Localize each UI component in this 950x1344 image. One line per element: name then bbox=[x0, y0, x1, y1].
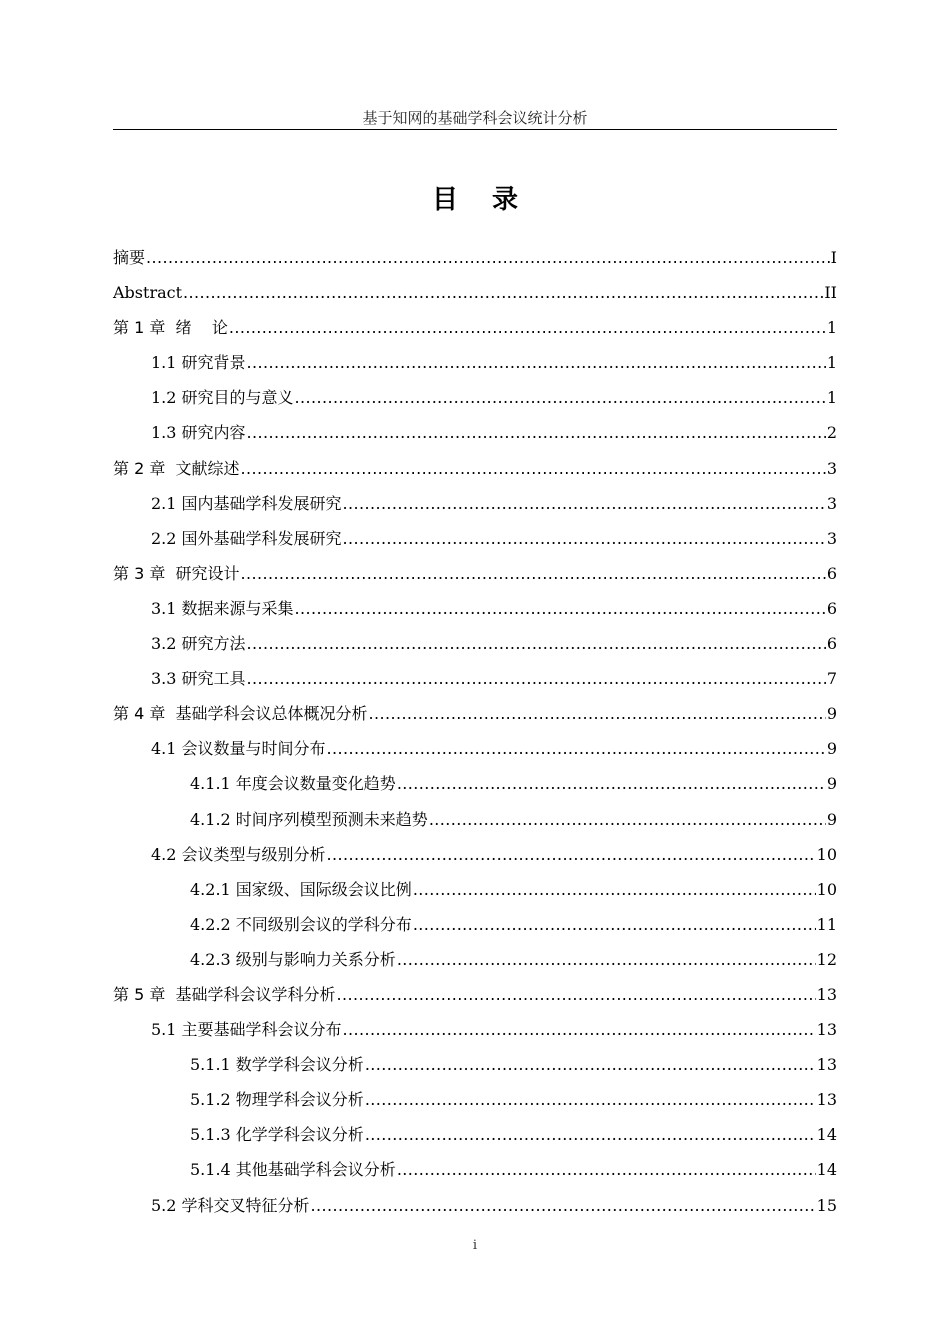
toc-dot-leader bbox=[365, 1047, 816, 1082]
toc-entry-label: 1.2 研究目的与意义 bbox=[151, 388, 294, 408]
toc-entry-section-4-2-1[interactable] bbox=[113, 872, 837, 907]
toc-page-number: 6 bbox=[826, 598, 837, 618]
toc-entry-section-5-2[interactable] bbox=[113, 1188, 837, 1223]
toc-entry-label: 4.2.1 国家级、国际级会议比例 bbox=[190, 879, 412, 899]
toc-entry-label: 1.3 研究内容 bbox=[151, 423, 246, 443]
toc-dot-leader bbox=[429, 802, 826, 837]
toc-entry-chapter-5[interactable] bbox=[113, 977, 837, 1012]
toc-entry-label: 2.2 国外基础学科发展研究 bbox=[151, 528, 342, 548]
toc-entry-abstract-cn[interactable] bbox=[113, 240, 837, 275]
toc-page-number: 12 bbox=[816, 949, 837, 969]
toc-page-number: 15 bbox=[816, 1195, 837, 1215]
toc-entry-label: 2.1 国内基础学科发展研究 bbox=[151, 493, 342, 513]
toc-dot-leader bbox=[327, 837, 816, 872]
toc-entry-label: 5.1.1 数学学科会议分析 bbox=[190, 1055, 364, 1075]
toc-dot-leader bbox=[413, 907, 816, 942]
toc-entry-label: 第 2 章 文献综述 bbox=[113, 458, 240, 478]
toc-page-number: 9 bbox=[826, 739, 837, 759]
toc-entry-chapter-2[interactable] bbox=[113, 451, 837, 486]
table-of-contents bbox=[113, 240, 837, 1223]
toc-entry-section-4-2-3[interactable] bbox=[113, 942, 837, 977]
toc-page-number: 6 bbox=[826, 563, 837, 583]
toc-dot-leader bbox=[343, 521, 826, 556]
toc-entry-section-2-1[interactable] bbox=[113, 486, 837, 521]
toc-dot-leader bbox=[343, 486, 826, 521]
toc-dot-leader bbox=[365, 1117, 816, 1152]
toc-entry-label: 5.1 主要基础学科会议分布 bbox=[151, 1020, 342, 1040]
toc-entry-section-4-1[interactable] bbox=[113, 731, 837, 766]
toc-entry-section-5-1-4[interactable] bbox=[113, 1152, 837, 1187]
toc-page-number: 13 bbox=[816, 1090, 837, 1110]
toc-entry-chapter-3[interactable] bbox=[113, 556, 837, 591]
toc-dot-leader bbox=[397, 766, 826, 801]
toc-entry-section-5-1-1[interactable] bbox=[113, 1047, 837, 1082]
toc-entry-abstract-en[interactable] bbox=[113, 275, 837, 310]
toc-entry-section-4-2-2[interactable] bbox=[113, 907, 837, 942]
toc-page-number: 7 bbox=[826, 669, 837, 689]
toc-page-number: 9 bbox=[826, 704, 837, 724]
toc-page-number: 14 bbox=[816, 1160, 837, 1180]
toc-entry-section-4-1-1[interactable] bbox=[113, 766, 837, 801]
toc-entry-label: 5.2 学科交叉特征分析 bbox=[151, 1195, 310, 1215]
toc-dot-leader bbox=[295, 380, 826, 415]
toc-entry-label: 4.1 会议数量与时间分布 bbox=[151, 739, 326, 759]
toc-entry-section-5-1[interactable] bbox=[113, 1012, 837, 1047]
toc-page-number: 3 bbox=[826, 493, 837, 513]
toc-dot-leader bbox=[343, 1012, 816, 1047]
page-footer-number: i bbox=[472, 1238, 478, 1253]
toc-dot-leader bbox=[247, 415, 826, 450]
toc-page-number: 13 bbox=[816, 1020, 837, 1040]
toc-page-number: 1 bbox=[826, 353, 837, 373]
toc-entry-section-5-1-2[interactable] bbox=[113, 1082, 837, 1117]
toc-entry-label: 4.1.2 时间序列模型预测未来趋势 bbox=[190, 809, 428, 829]
toc-entry-section-3-1[interactable] bbox=[113, 591, 837, 626]
toc-dot-leader bbox=[327, 731, 826, 766]
toc-entry-section-3-3[interactable] bbox=[113, 661, 837, 696]
toc-page-number: 9 bbox=[826, 809, 837, 829]
toc-page-number: 11 bbox=[816, 914, 837, 934]
toc-page-number: 14 bbox=[816, 1125, 837, 1145]
toc-page-number: 3 bbox=[826, 458, 837, 478]
toc-entry-label: 3.1 数据来源与采集 bbox=[151, 598, 294, 618]
toc-page-number: 10 bbox=[816, 844, 837, 864]
toc-entry-label: 第 3 章 研究设计 bbox=[113, 563, 240, 583]
toc-page-number: 3 bbox=[826, 528, 837, 548]
running-header: 基于知网的基础学科会议统计分析 bbox=[113, 107, 837, 130]
toc-page-number: 2 bbox=[826, 423, 837, 443]
toc-page-number: 13 bbox=[816, 1055, 837, 1075]
toc-entry-section-4-2[interactable] bbox=[113, 837, 837, 872]
toc-entry-section-4-1-2[interactable] bbox=[113, 802, 837, 837]
toc-page-number: 9 bbox=[826, 774, 837, 794]
toc-entry-label: 第 5 章 基础学科会议学科分析 bbox=[113, 984, 336, 1004]
toc-entry-chapter-1[interactable] bbox=[113, 310, 837, 345]
toc-dot-leader bbox=[365, 1082, 816, 1117]
toc-dot-leader bbox=[247, 626, 826, 661]
toc-dot-leader bbox=[247, 345, 826, 380]
toc-page-number: 13 bbox=[816, 984, 837, 1004]
toc-dot-leader bbox=[241, 556, 826, 591]
toc-entry-label: 5.1.4 其他基础学科会议分析 bbox=[190, 1160, 396, 1180]
toc-dot-leader bbox=[311, 1188, 816, 1223]
toc-entry-label: 5.1.3 化学学科会议分析 bbox=[190, 1125, 364, 1145]
toc-dot-leader bbox=[241, 451, 826, 486]
toc-entry-section-1-2[interactable] bbox=[113, 380, 837, 415]
toc-entry-label: 1.1 研究背景 bbox=[151, 353, 246, 373]
toc-entry-label: 4.2.3 级别与影响力关系分析 bbox=[190, 949, 396, 969]
toc-dot-leader bbox=[295, 591, 826, 626]
toc-entry-chapter-4[interactable] bbox=[113, 696, 837, 731]
toc-page-number: 6 bbox=[826, 634, 837, 654]
toc-entry-label: 3.2 研究方法 bbox=[151, 634, 246, 654]
toc-entry-section-1-3[interactable] bbox=[113, 415, 837, 450]
toc-page-number: 10 bbox=[816, 879, 837, 899]
toc-dot-leader bbox=[183, 275, 823, 310]
toc-dot-leader bbox=[397, 1152, 816, 1187]
toc-entry-label: 4.1.1 年度会议数量变化趋势 bbox=[190, 774, 396, 794]
toc-page-number: II bbox=[824, 283, 837, 303]
toc-entry-label: 第 4 章 基础学科会议总体概况分析 bbox=[113, 704, 368, 724]
toc-title: 目录 bbox=[431, 185, 552, 215]
toc-page-number: I bbox=[830, 248, 837, 267]
toc-dot-leader bbox=[229, 310, 826, 345]
toc-entry-section-3-2[interactable] bbox=[113, 626, 837, 661]
toc-entry-label: 摘要 bbox=[113, 248, 146, 267]
toc-entry-label: Abstract bbox=[113, 283, 183, 303]
toc-dot-leader bbox=[413, 872, 816, 907]
toc-dot-leader bbox=[369, 696, 826, 731]
toc-entry-label: 5.1.2 物理学科会议分析 bbox=[190, 1090, 364, 1110]
toc-entry-label: 4.2.2 不同级别会议的学科分布 bbox=[190, 914, 412, 934]
toc-entry-label: 第 1 章 绪 论 bbox=[113, 318, 228, 338]
toc-entry-section-5-1-3[interactable] bbox=[113, 1117, 837, 1152]
toc-entry-section-2-2[interactable] bbox=[113, 521, 837, 556]
toc-page-number: 1 bbox=[826, 318, 837, 338]
toc-dot-leader bbox=[146, 240, 830, 275]
toc-entry-label: 4.2 会议类型与级别分析 bbox=[151, 844, 326, 864]
toc-dot-leader bbox=[397, 942, 816, 977]
toc-dot-leader bbox=[247, 661, 826, 696]
toc-entry-label: 3.3 研究工具 bbox=[151, 669, 246, 689]
toc-page-number: 1 bbox=[826, 388, 837, 408]
toc-entry-section-1-1[interactable] bbox=[113, 345, 837, 380]
toc-dot-leader bbox=[337, 977, 816, 1012]
